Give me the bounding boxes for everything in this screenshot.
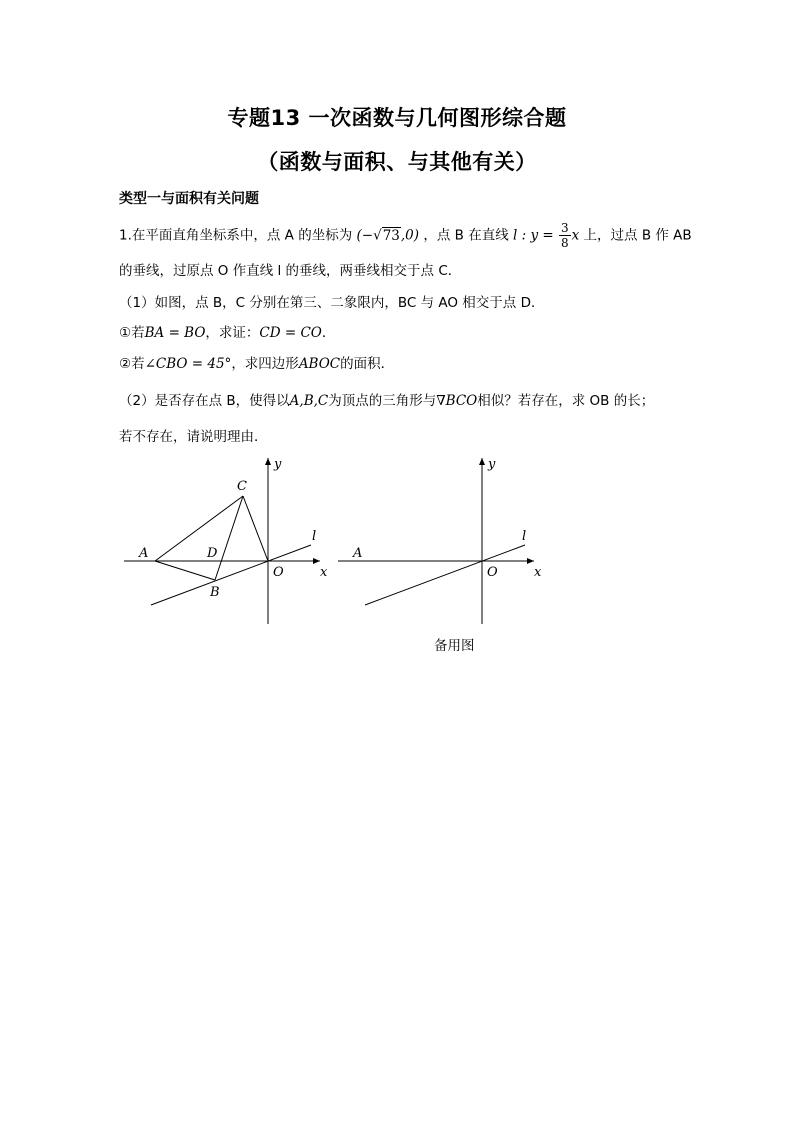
label-x: x	[534, 565, 542, 580]
label-a: A	[353, 546, 363, 561]
label-x: x	[320, 565, 328, 580]
label-d: D	[207, 546, 218, 561]
section-heading: 类型一与面积有关问题	[119, 191, 259, 207]
label-y: y	[274, 457, 282, 472]
fraction	[559, 221, 571, 250]
problem-text: 相似？若存在，求 OB 的长；	[477, 393, 655, 409]
label-o: O	[487, 565, 498, 580]
problem-text: ，点 B 在直线	[423, 227, 509, 244]
line-l	[365, 545, 525, 605]
math-expression: ∠CBO = 45°	[144, 356, 232, 372]
problem-text: 的面积．	[340, 356, 395, 372]
problem-line-6	[119, 389, 654, 409]
problem-line-4	[119, 321, 335, 341]
coordinate-a: (−√73,0)	[356, 227, 420, 244]
problem-line-7: 若不存在，请说明理由．	[119, 429, 268, 445]
problem-text: ①若	[119, 325, 145, 341]
coord-open: (−	[356, 227, 374, 244]
problem-line-1	[119, 221, 692, 250]
problem-text: 上，过点 B 作 AB	[583, 227, 692, 244]
problem-text: ，求证：	[205, 325, 260, 341]
label-b: B	[210, 585, 220, 600]
label-y: y	[488, 457, 496, 472]
problem-line-3: （1）如图，点 B，C 分别在第三、二象限内，BC 与 AO 相交于点 D．	[119, 295, 545, 311]
problem-text: （2）是否存在点 B，使得以	[119, 393, 290, 409]
line-equation: l : y =	[513, 227, 554, 244]
math-expression: A,B,C	[289, 393, 329, 409]
sqrt-radicand: 73	[382, 227, 400, 244]
label-l: l	[522, 529, 527, 544]
figure-2-diagram	[0, 450, 794, 650]
problem-line-5	[119, 352, 394, 372]
problem-text: ，求四边形	[231, 356, 299, 372]
math-expression: ABOC	[298, 356, 341, 372]
document-title: 专题13 一次函数与几何图形综合题	[227, 106, 567, 130]
problem-text: ②若	[119, 356, 145, 372]
problem-text: 为顶点的三角形与	[328, 393, 437, 409]
label-a: A	[139, 546, 149, 561]
fraction-numerator: 3	[560, 221, 569, 235]
coord-close: ,0)	[400, 227, 420, 244]
document-subtitle: （函数与面积、与其他有关）	[257, 150, 537, 174]
problem-text: ．	[321, 325, 336, 341]
figure-2-caption: 备用图	[434, 638, 475, 654]
label-l: l	[312, 529, 317, 544]
fraction-denominator: 8	[560, 236, 569, 250]
problem-line-2: 的垂线，过原点 O 作直线 l 的垂线，两垂线相交于点 C．	[119, 263, 462, 279]
problem-text: 1.在平面直角坐标系中，点 A 的坐标为	[119, 227, 353, 244]
line-variable: x	[571, 227, 580, 244]
math-expression: BA = BO	[144, 325, 206, 341]
label-o: O	[273, 565, 284, 580]
label-c: C	[237, 479, 247, 494]
math-expression: ∇BCO	[436, 393, 478, 409]
math-expression: CD = CO	[259, 325, 322, 341]
